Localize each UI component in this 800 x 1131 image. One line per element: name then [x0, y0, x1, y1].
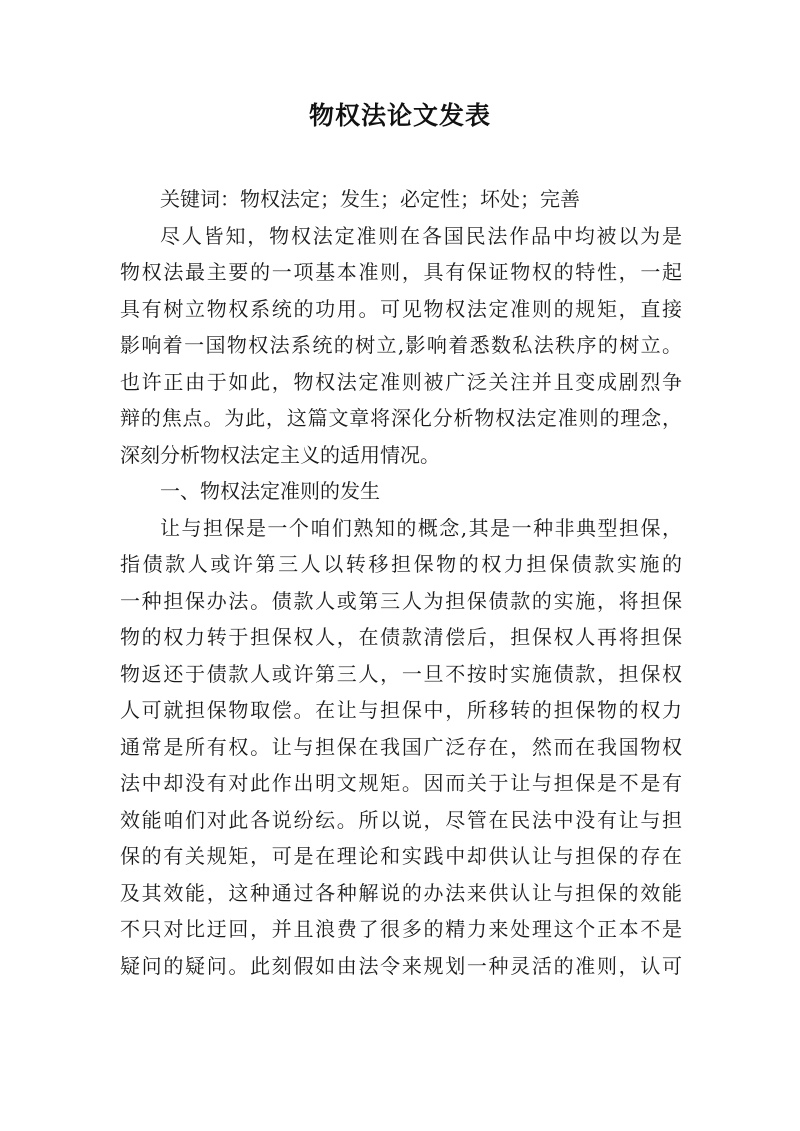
paragraph-line: 通常是所有权。让与担保在我国广泛存在，然而在我国物权 — [120, 734, 682, 759]
paragraph-line: 不只对比迂回，并且浪费了很多的精力来处理这个正本不是 — [120, 917, 682, 941]
paragraph-line: 及其效能，这种通过各种解说的办法来供认让与担保的效能 — [120, 880, 682, 905]
paragraph-line: 人可就担保物取偿。在让与担保中，所移转的担保物的权力 — [120, 698, 682, 722]
paragraph-line: 让与担保是一个咱们熟知的概念,其是一种非典型担保， — [160, 515, 682, 540]
paragraph-line: 深刻分析物权法定主义的适用情况。 — [120, 442, 440, 467]
paragraph-line: 影响着一国物权法系统的树立,影响着悉数私法秩序的树立。 — [120, 333, 682, 357]
paragraph-line: 也许正由于如此，物权法定准则被广泛关注并且变成剧烈争 — [120, 369, 682, 394]
paragraph-line: 保的有关规矩，可是在理论和实践中却供认让与担保的存在 — [120, 844, 682, 868]
paragraph-line: 物权法最主要的一项基本准则，具有保证物权的特性，一起 — [120, 260, 682, 284]
paragraph-line: 一种担保办法。债款人或第三人为担保债款的实施，将担保 — [120, 588, 682, 613]
paragraph-line: 物返还于债款人或许第三人，一旦不按时实施债款，担保权 — [120, 661, 682, 686]
paragraph-line: 尽人皆知，物权法定准则在各国民法作品中均被以为是 — [160, 223, 682, 248]
paragraph-line: 辩的焦点。为此，这篇文章将深化分析物权法定准则的理念， — [120, 406, 682, 430]
document-title: 物权法论文发表 — [308, 101, 491, 130]
document-body — [120, 181, 682, 984]
paragraph-line: 法中却没有对此作出明文规矩。因而关于让与担保是不是有 — [120, 771, 682, 795]
keywords-line: 关键词：物权法定；发生；必定性；坏处；完善 — [160, 187, 580, 211]
paragraph-1 — [120, 218, 682, 474]
paragraph-line: 具有树立物权系统的功用。可见物权法定准则的规矩，直接 — [120, 296, 682, 321]
paragraph-line: 效能咱们对此各说纷纭。所以说，尽管在民法中没有让与担 — [120, 807, 682, 832]
paragraph-2 — [120, 510, 682, 985]
paragraph-line: 指债款人或许第三人以转移担保物的权力担保债款实施的 — [120, 552, 682, 576]
section-heading: 一、物权法定准则的发生 — [160, 479, 380, 503]
paragraph-line: 物的权力转于担保权人，在债款清偿后，担保权人再将担保 — [120, 625, 682, 649]
paragraph-line: 疑问的疑问。此刻假如由法令来规划一种灵活的准则，认可 — [120, 953, 682, 978]
